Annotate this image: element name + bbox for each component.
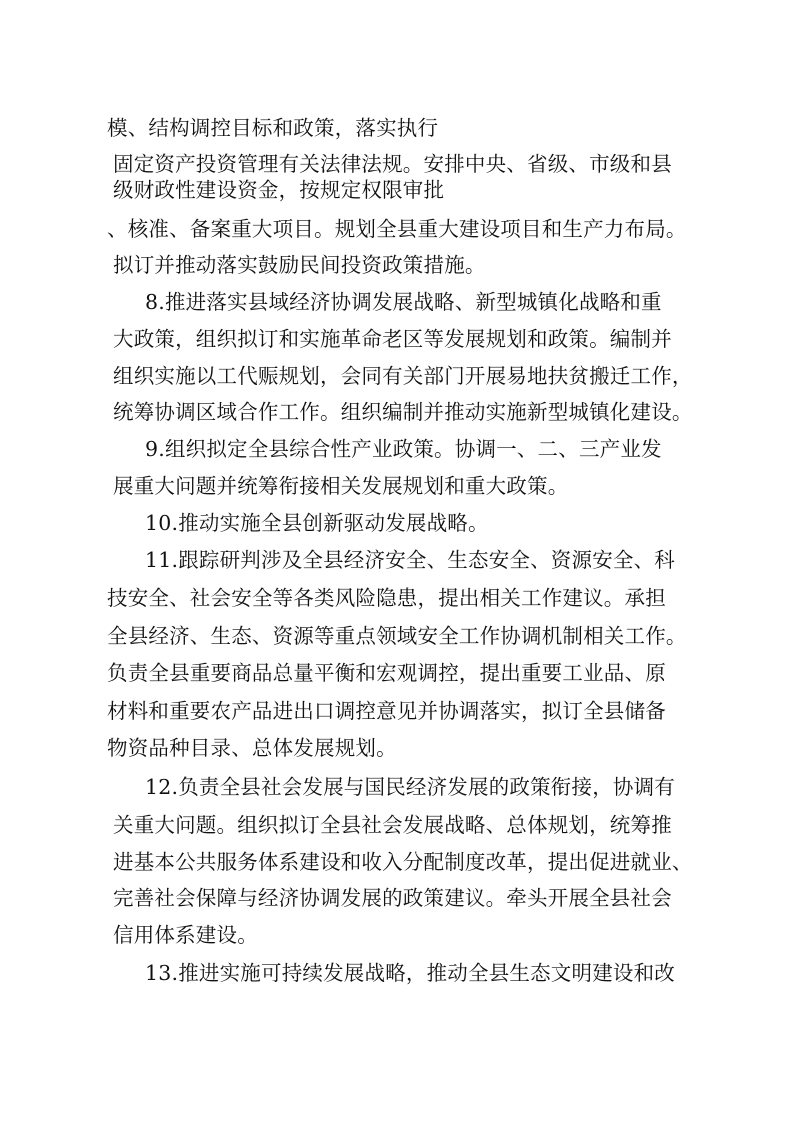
text-line: 、核准、备案重大项目。规划全县重大建设项目和生产力布局。 <box>107 217 687 241</box>
text-line: 大政策，组织拟订和实施革命老区等发展规划和政策。编制并 <box>113 327 672 351</box>
text-line: 物资品种目录、总体发展规划。 <box>107 736 397 760</box>
text-line: 12.负责全县社会发展与国民经济发展的政策衔接，协调有 <box>145 775 676 799</box>
text-line: 10.推动实施全县创新驱动发展战略。 <box>145 511 489 535</box>
text-line: 展重大问题并统筹衔接相关发展规划和重大政策。 <box>113 474 569 498</box>
text-line: 11.跟踪研判涉及全县经济安全、生态安全、资源安全、科 <box>145 548 676 572</box>
text-line: 技安全、社会安全等各类风险隐患，提出相关工作建议。承担 <box>107 586 666 610</box>
text-line: 拟订并推动落实鼓励民间投资政策措施。 <box>113 253 486 277</box>
text-line: 完善社会保障与经济协调发展的政策建议。牵头开展全县社会 <box>113 886 672 910</box>
text-line: 信用体系建设。 <box>113 923 258 947</box>
text-line: 全县经济、生态、资源等重点领域安全工作协调机制相关工作。 <box>107 624 687 648</box>
text-line: 关重大问题。组织拟订全县社会发展战略、总体规划，统筹推 <box>113 813 672 837</box>
text-line: 负责全县重要商品总量平衡和宏观调控，提出重要工业品、原 <box>107 661 666 685</box>
text-line: 材料和重要农产品进出口调控意见并协调落实，拟订全县储备 <box>107 699 666 723</box>
text-line: 统筹协调区域合作工作。组织编制并推动实施新型城镇化建设。 <box>113 400 693 424</box>
text-line: 固定资产投资管理有关法律法规。安排中央、省级、市级和县 <box>113 152 672 176</box>
text-line: 进基本公共服务体系建设和收入分配制度改革，提出促进就业、 <box>113 850 693 874</box>
text-line: 13.推进实施可持续发展战略，推动全县生态文明建设和改 <box>145 961 676 985</box>
text-line: 8.推进落实县域经济协调发展战略、新型城镇化战略和重 <box>145 290 662 314</box>
text-line: 组织实施以工代赈规划，会同有关部门开展易地扶贫搬迁工作， <box>113 364 693 388</box>
text-line: 模、结构调控目标和政策，落实执行 <box>107 116 439 140</box>
text-line: 9.组织拟定全县综合性产业政策。协调一、二、三产业发 <box>145 437 662 461</box>
text-line: 级财政性建设资金，按规定权限审批 <box>113 178 445 202</box>
